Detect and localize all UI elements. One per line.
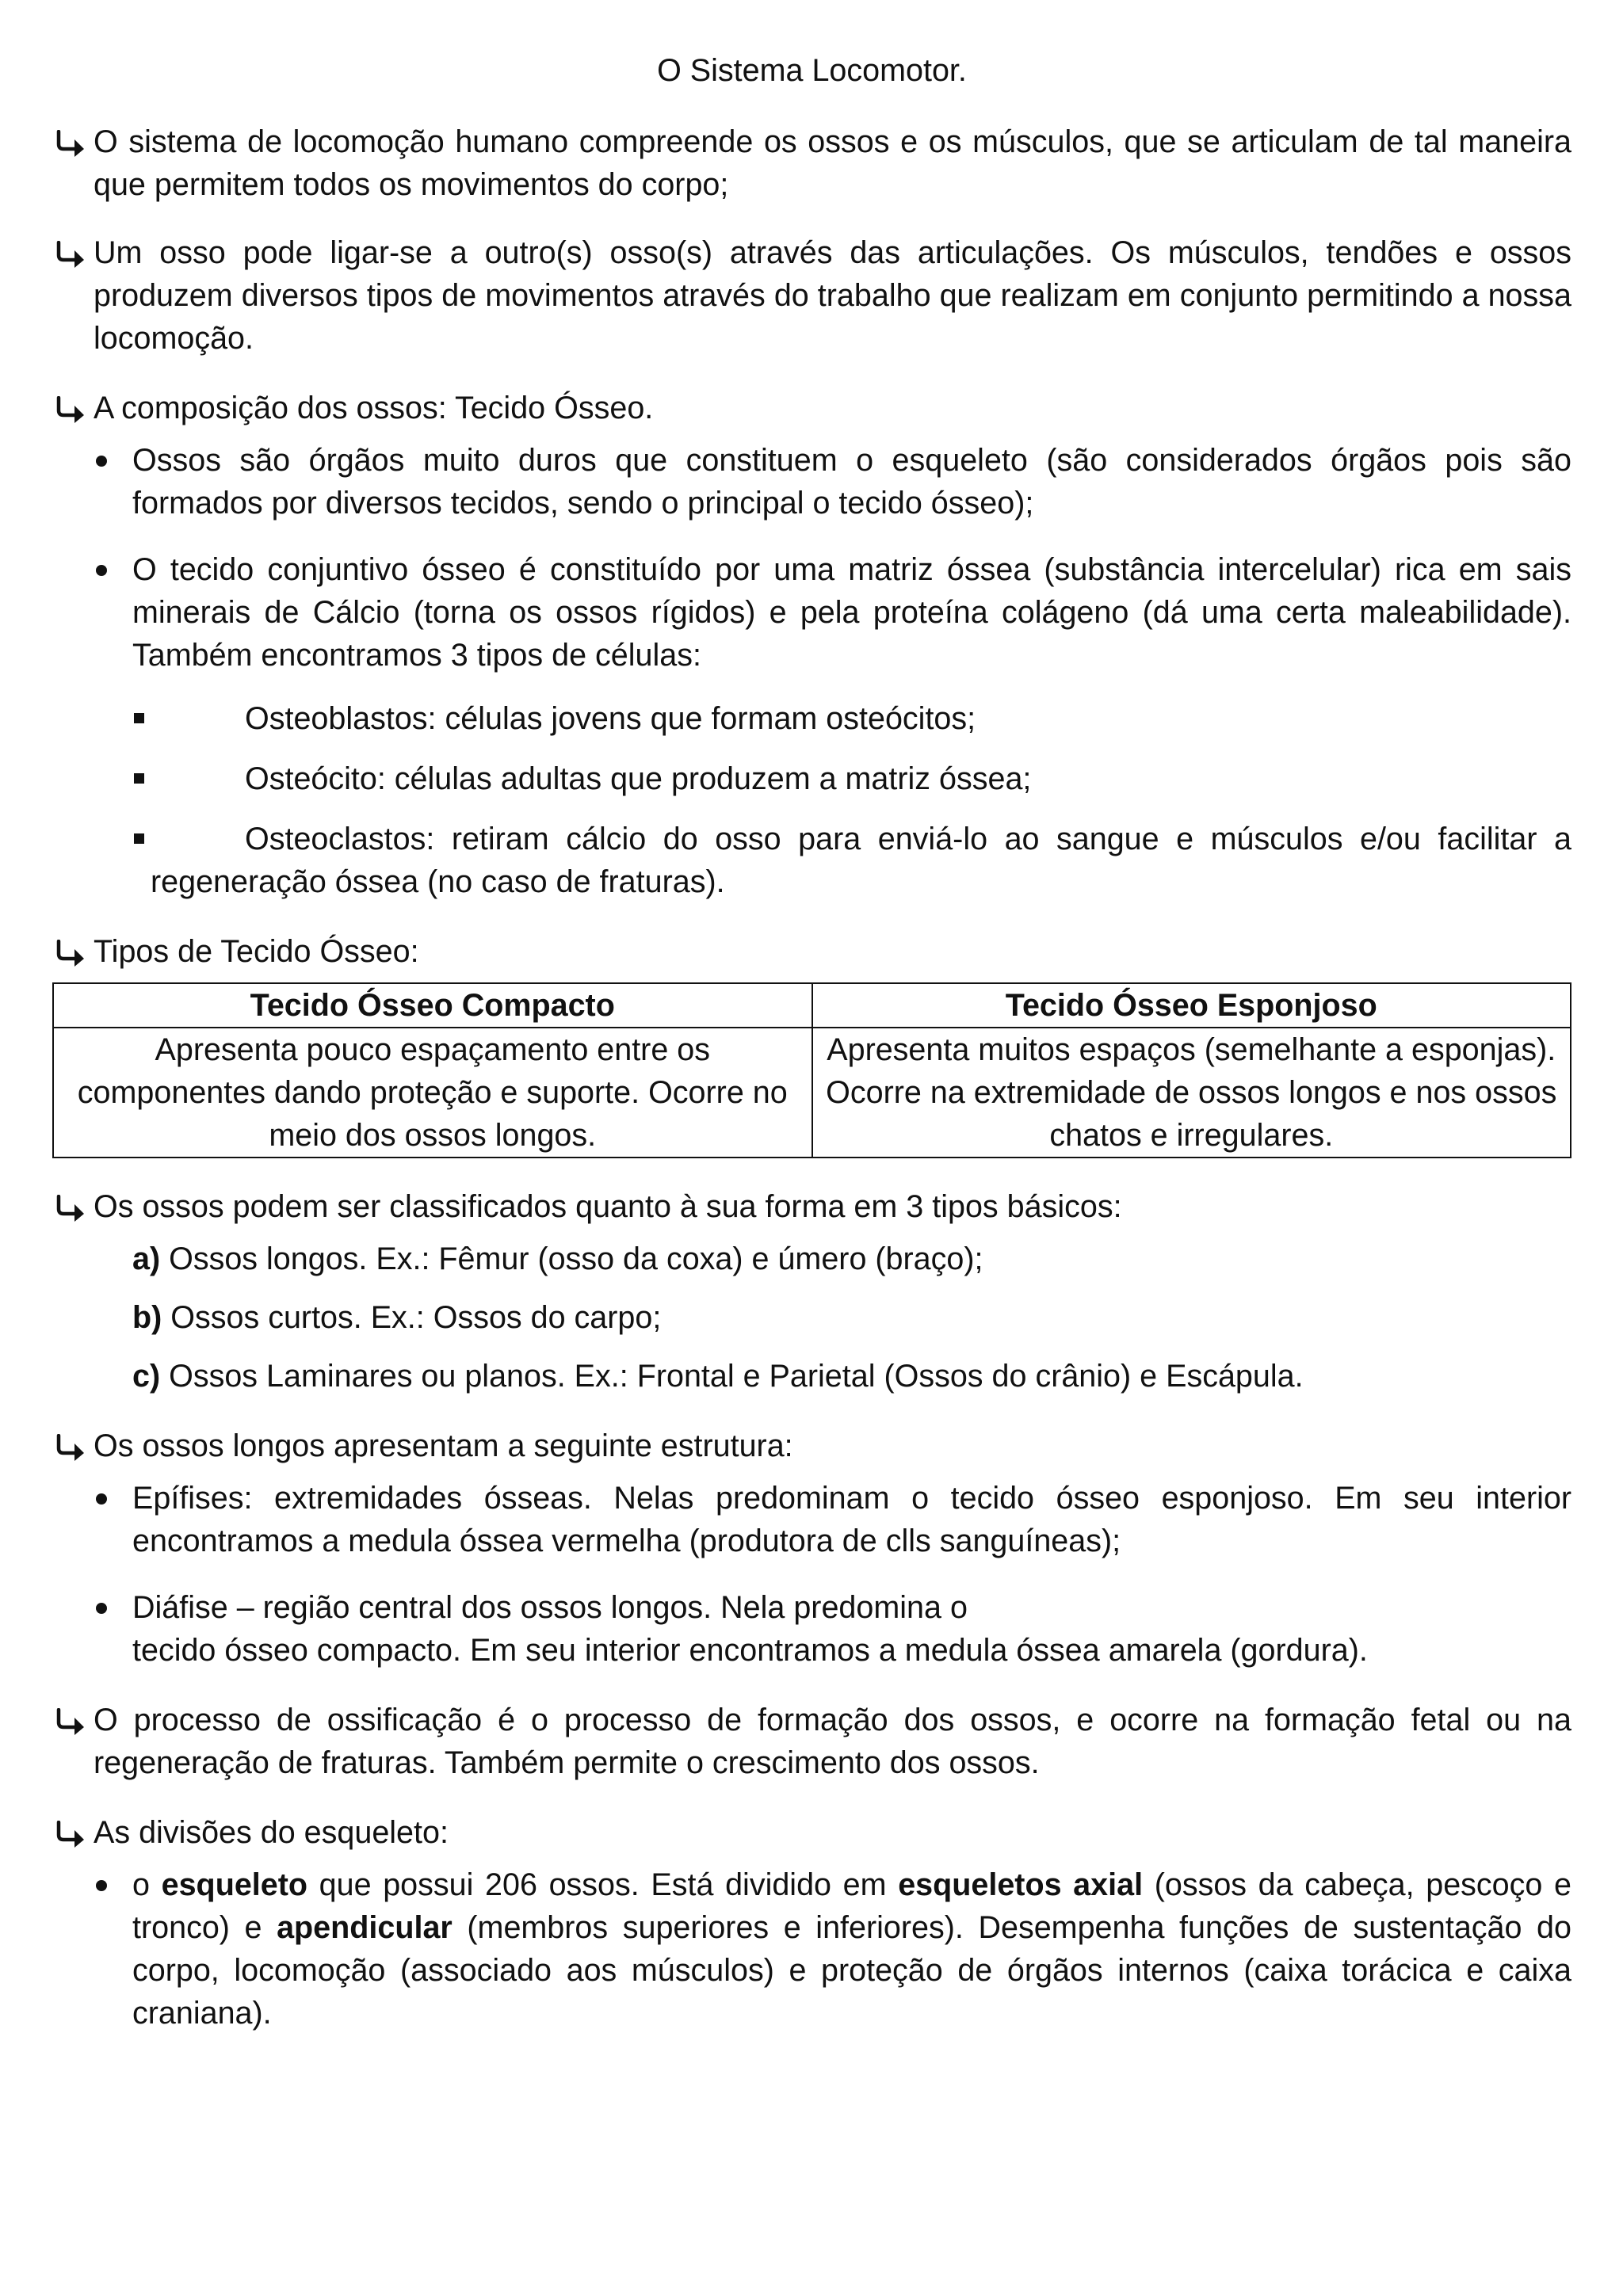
arrow-bullet-icon xyxy=(52,396,89,425)
arrow-bullet-icon xyxy=(52,241,89,269)
table-row xyxy=(53,1028,1571,1158)
structure-bullet xyxy=(52,1586,1571,1629)
intro-paragraph xyxy=(52,231,1571,360)
intro-text: Um osso pode ligar-se a outro(s) osso(s) através das articulações. Os músculos, tendões e ossos produzem diversos tipos de movimentos através do trabalho que realizam em conjunto permitindo a nossa locomoção. xyxy=(94,235,1571,356)
bullet-text: Diáfise – região central dos ossos longos. Nela predomina o xyxy=(132,1590,968,1625)
cell-type-text: Osteoblastos: células jovens que formam osteócitos; xyxy=(245,701,976,736)
tissue-types-heading xyxy=(52,930,1571,973)
table-cell: Apresenta pouco espaçamento entre os componentes dando proteção e suporte. Ocorre no meio dos ossos longos. xyxy=(53,1028,812,1158)
keyword: esqueleto xyxy=(161,1867,308,1902)
item-letter: a) xyxy=(132,1241,161,1276)
bullet-text: Ossos são órgãos muito duros que constituem o esqueleto (são considerados órgãos pois são formados por diversos tecidos, sendo o principal o tecido ósseo); xyxy=(132,443,1571,521)
intro-text: O sistema de locomoção humano compreende os ossos e os músculos, que se articulam de tal maneira que permitem todos os movimentos do corpo; xyxy=(94,124,1571,202)
tissue-types-table xyxy=(52,982,1571,1158)
item-letter: c) xyxy=(132,1359,161,1394)
arrow-bullet-icon xyxy=(52,1195,89,1223)
divisions-bullet xyxy=(52,1863,1571,2035)
section-heading: Os ossos longos apresentam a seguinte estrutura: xyxy=(94,1428,793,1463)
section-heading: Os ossos podem ser classificados quanto à sua forma em 3 tipos básicos: xyxy=(94,1189,1122,1224)
square-bullet-icon xyxy=(134,833,144,844)
text-run: o xyxy=(132,1867,162,1902)
bullet-continuation: tecido ósseo compacto. Em seu interior encontramos a medula óssea amarela (gordura). xyxy=(132,1633,1368,1668)
bullet-text: O tecido conjuntivo ósseo é constituído por uma matriz óssea (substância intercelular) rica em sais minerais de Cálcio (torna os ossos rígidos) e pela proteína colágeno (dá uma certa maleabilidade). Também encontramos 3 tipos de células: xyxy=(132,552,1571,673)
structure-heading xyxy=(52,1425,1571,1467)
section-heading: Tipos de Tecido Ósseo: xyxy=(94,934,419,969)
ossification-text: O processo de ossificação é o processo de formação dos ossos, e ocorre na formação fetal ou na regeneração de fraturas. Também permite o crescimento dos ossos. xyxy=(94,1703,1571,1780)
section-heading: As divisões do esqueleto: xyxy=(94,1815,449,1850)
composition-bullet xyxy=(52,548,1571,677)
classification-heading xyxy=(52,1185,1571,1228)
cell-type-item xyxy=(52,757,1571,800)
section-heading: A composição dos ossos: Tecido Ósseo. xyxy=(94,391,654,425)
table-header-cell: Tecido Ósseo Esponjoso xyxy=(812,983,1571,1028)
page-title: O Sistema Locomotor. xyxy=(657,53,967,88)
classification-item xyxy=(52,1355,1571,1398)
bullet-dot-icon xyxy=(96,456,107,467)
bullet-dot-icon xyxy=(96,1603,107,1614)
table-cell: Apresenta muitos espaços (semelhante a esponjas). Ocorre na extremidade de ossos longos e nos ossos chatos e irregulares. xyxy=(812,1028,1571,1158)
item-text: Ossos curtos. Ex.: Ossos do carpo; xyxy=(170,1300,662,1335)
keyword: apendicular xyxy=(277,1910,453,1945)
square-bullet-icon xyxy=(134,713,144,723)
table-header-row xyxy=(53,983,1571,1028)
divisions-heading xyxy=(52,1811,1571,1854)
document-page xyxy=(52,49,1571,2035)
intro-paragraph xyxy=(52,120,1571,206)
table-header-cell: Tecido Ósseo Compacto xyxy=(53,983,812,1028)
structure-bullet xyxy=(52,1477,1571,1562)
cell-type-item xyxy=(52,697,1571,740)
classification-item xyxy=(52,1296,1571,1339)
arrow-bullet-icon xyxy=(52,1434,89,1463)
text-run: que possui 206 ossos. Está dividido em xyxy=(307,1867,899,1902)
keyword: esqueletos axial xyxy=(898,1867,1144,1902)
square-bullet-icon xyxy=(134,773,144,784)
bullet-dot-icon xyxy=(96,565,107,576)
text-run: (ossos da cabeça, pescoço e tronco) e xyxy=(132,1867,1571,1945)
arrow-bullet-icon xyxy=(52,1708,89,1737)
bullet-dot-icon xyxy=(96,1880,107,1891)
text-run: (membros superiores e inferiores). Desempenha funções de sustentação do corpo, locomoção (associado aos músculos) e proteção de órgãos internos (caixa torácica e caixa craniana). xyxy=(132,1910,1571,2031)
arrow-bullet-icon xyxy=(52,940,89,968)
bullet-dot-icon xyxy=(96,1493,107,1505)
item-text: Ossos Laminares ou planos. Ex.: Frontal e Parietal (Ossos do crânio) e Escápula. xyxy=(169,1359,1304,1394)
arrow-bullet-icon xyxy=(52,1821,89,1849)
bullet-text: Epífises: extremidades ósseas. Nelas predominam o tecido ósseo esponjoso. Em seu interior encontramos a medula óssea vermelha (produtora de clls sanguíneas); xyxy=(132,1481,1571,1558)
cell-type-text: Osteoclastos: retiram cálcio do osso para enviá-lo ao sangue e músculos e/ou facilitar a regeneração óssea (no caso de fraturas). xyxy=(151,822,1571,899)
cell-type-item xyxy=(52,818,1571,903)
composition-heading xyxy=(52,387,1571,429)
cell-type-text: Osteócito: células adultas que produzem a matriz óssea; xyxy=(245,761,1032,796)
ossification-paragraph xyxy=(52,1699,1571,1784)
composition-bullet xyxy=(52,439,1571,524)
arrow-bullet-icon xyxy=(52,130,89,158)
classification-item xyxy=(52,1238,1571,1280)
item-text: Ossos longos. Ex.: Fêmur (osso da coxa) e úmero (braço); xyxy=(169,1241,983,1276)
divisions-text xyxy=(132,1867,1571,2031)
item-letter: b) xyxy=(132,1300,162,1335)
